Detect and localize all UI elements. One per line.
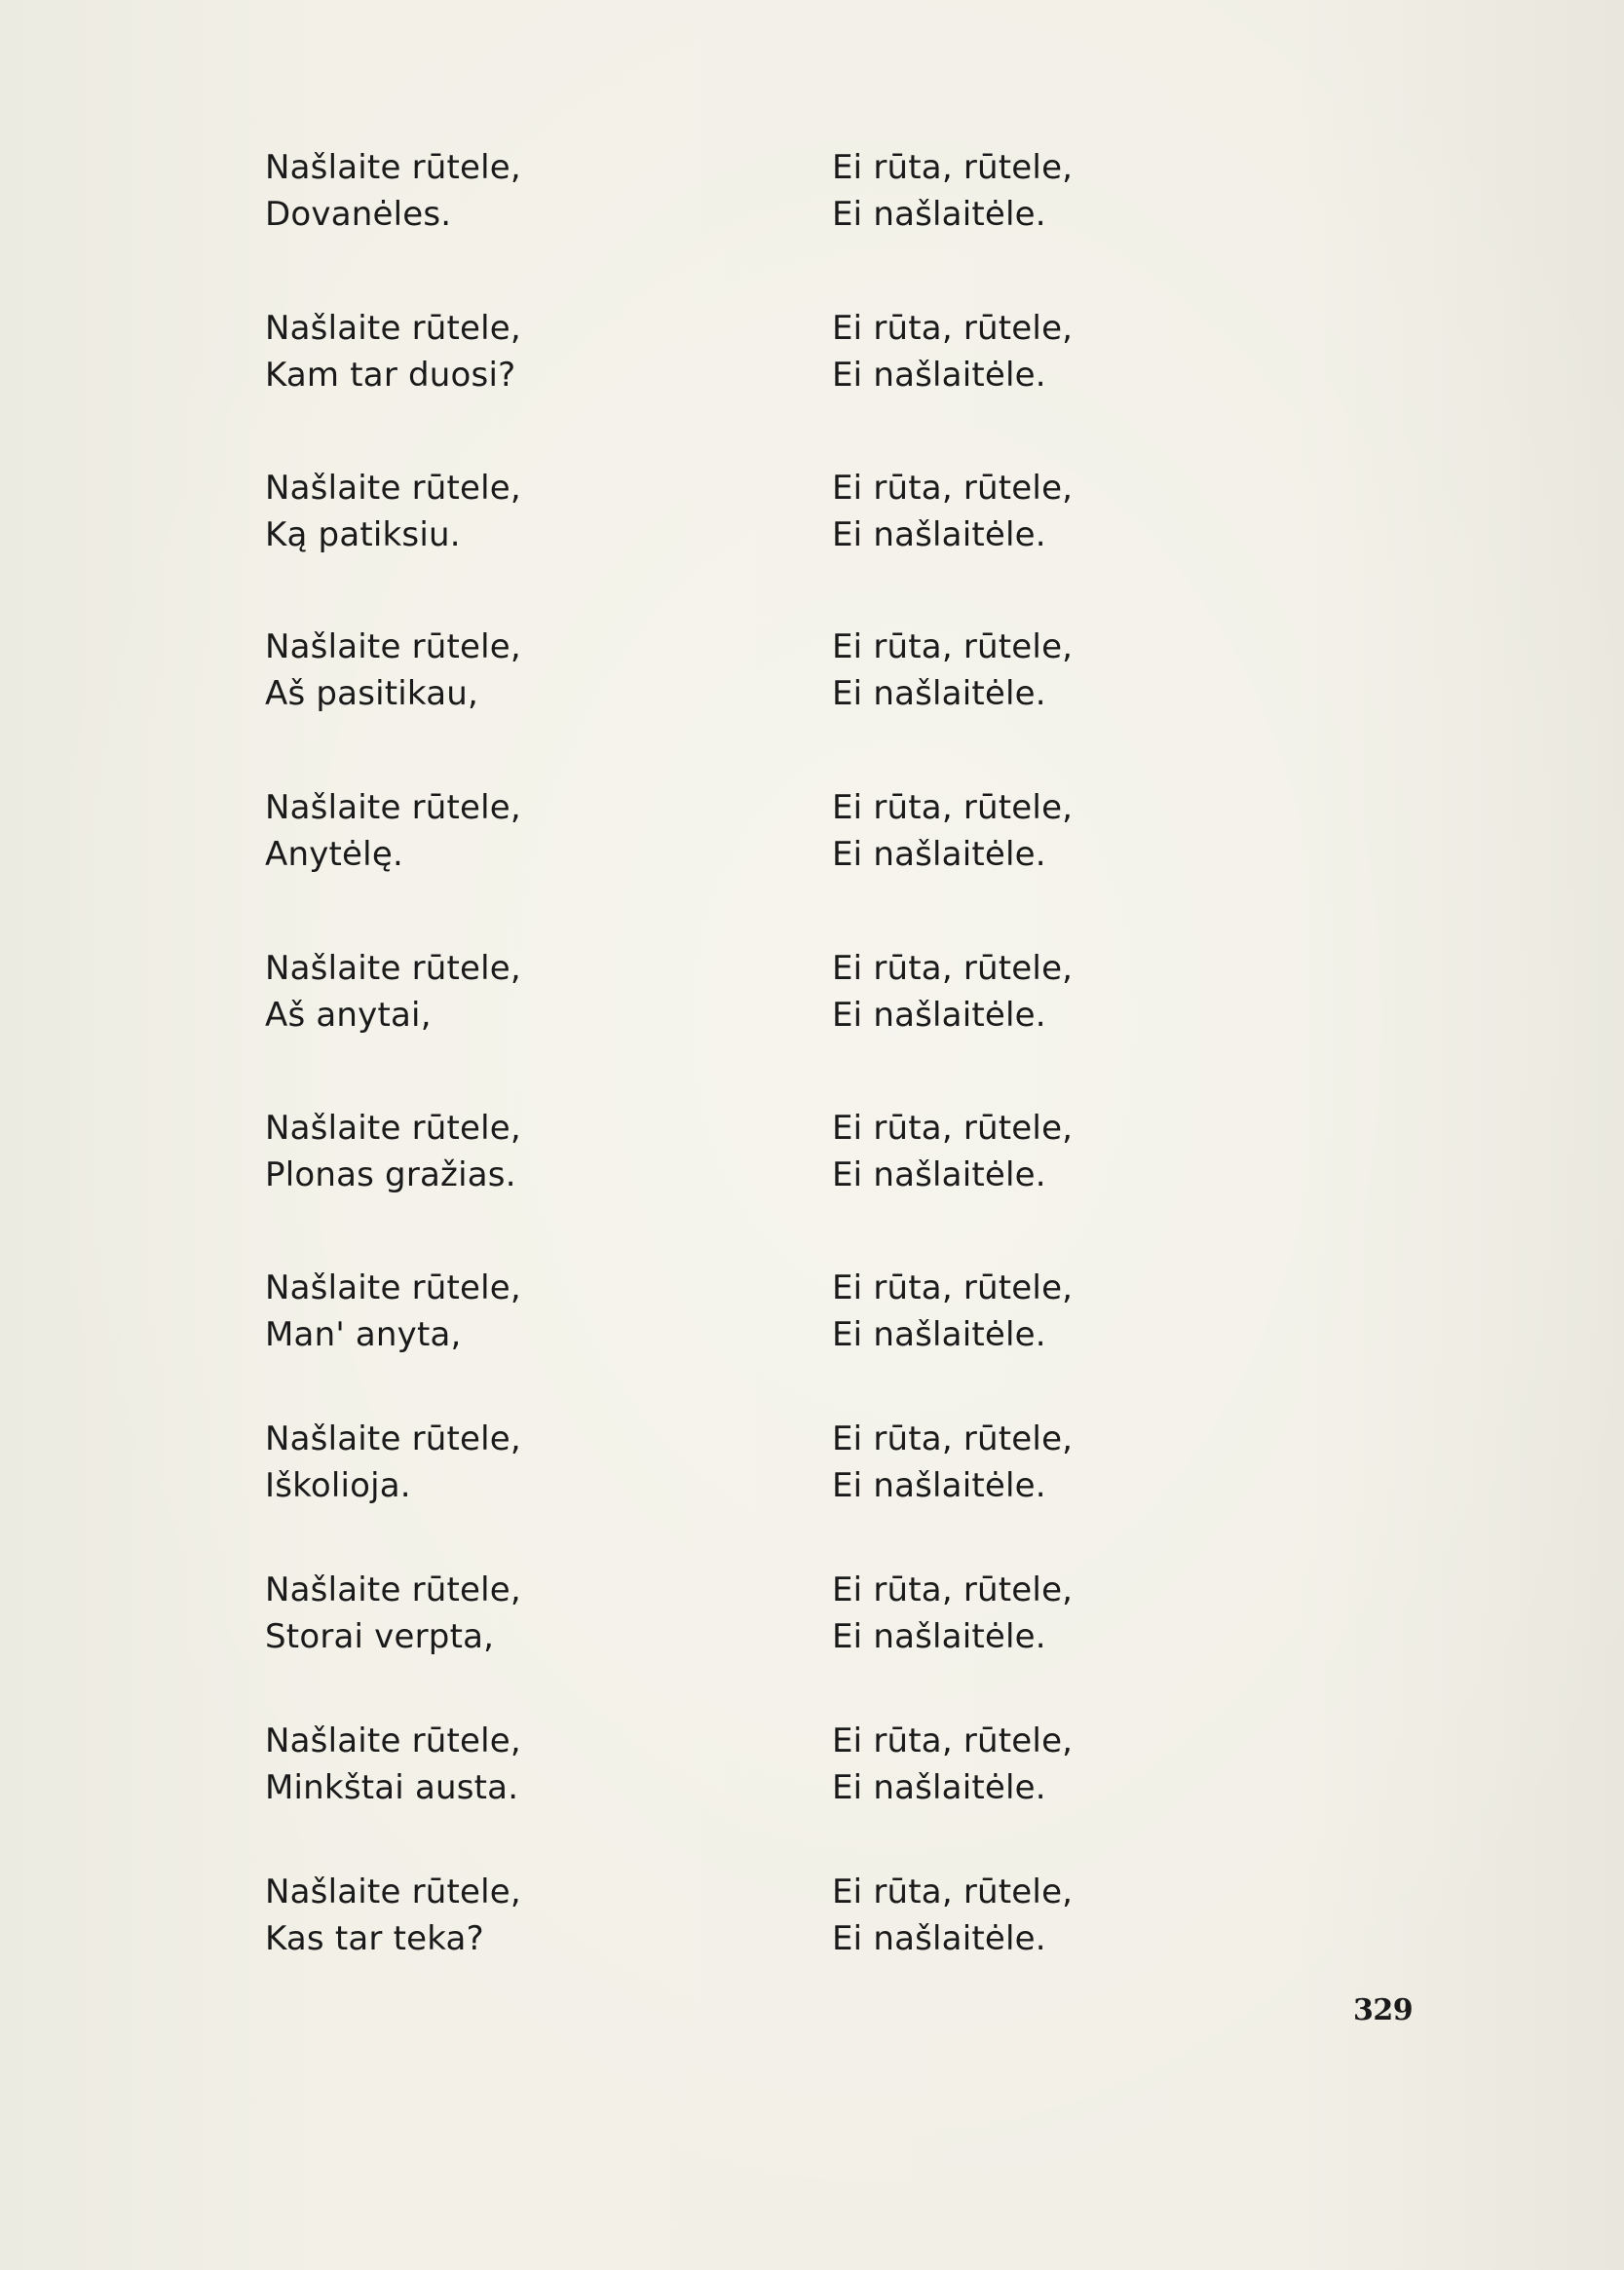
stanza	[0, 305, 1624, 412]
left-verse-line: Našlaite rūtele,	[265, 148, 521, 187]
left-verse-line: Aš anytai,	[265, 996, 432, 1035]
refrain-line: Ei rūta, rūtele,	[832, 1268, 1074, 1307]
refrain-line: Ei našlaitėle.	[832, 835, 1046, 874]
refrain-line: Ei rūta, rūtele,	[832, 1570, 1074, 1609]
stanza	[0, 784, 1624, 891]
left-verse-line: Man' anyta,	[265, 1315, 462, 1354]
left-verse-line: Kam tar duosi?	[265, 356, 516, 395]
refrain-line: Ei rūta, rūtele,	[832, 627, 1074, 666]
refrain-line: Ei našlaitėle.	[832, 674, 1046, 713]
left-verse-line: Našlaite rūtele,	[265, 949, 521, 988]
refrain-line: Ei rūta, rūtele,	[832, 1109, 1074, 1148]
refrain-line: Ei rūta, rūtele,	[832, 1873, 1074, 1911]
refrain-line: Ei našlaitėle.	[832, 356, 1046, 395]
refrain-line: Ei rūta, rūtele,	[832, 309, 1074, 348]
left-verse-line: Minkštai austa.	[265, 1768, 519, 1807]
stanza	[0, 1416, 1624, 1523]
left-verse-line: Našlaite rūtele,	[265, 309, 521, 348]
stanza	[0, 624, 1624, 731]
left-verse-line: Anytėlę.	[265, 835, 403, 874]
left-verse-line: Našlaite rūtele,	[265, 1109, 521, 1148]
left-verse-line: Ką patiksiu.	[265, 515, 461, 554]
left-verse-line: Plonas gražias.	[265, 1155, 516, 1194]
left-verse-line: Kas tar teka?	[265, 1919, 484, 1958]
stanza	[0, 1869, 1624, 1976]
refrain-line: Ei našlaitėle.	[832, 1919, 1046, 1958]
refrain-line: Ei našlaitėle.	[832, 1466, 1046, 1505]
left-verse-line: Aš pasitikau,	[265, 674, 479, 713]
stanza	[0, 945, 1624, 1052]
left-verse-line: Iškolioja.	[265, 1466, 411, 1505]
left-verse-line: Našlaite rūtele,	[265, 469, 521, 508]
stanza	[0, 1567, 1624, 1674]
refrain-line: Ei našlaitėle.	[832, 1768, 1046, 1807]
left-verse-line: Našlaite rūtele,	[265, 1873, 521, 1911]
stanza	[0, 1105, 1624, 1212]
refrain-line: Ei rūta, rūtele,	[832, 788, 1074, 827]
refrain-line: Ei rūta, rūtele,	[832, 469, 1074, 508]
refrain-line: Ei našlaitėle.	[832, 996, 1046, 1035]
refrain-line: Ei rūta, rūtele,	[832, 1721, 1074, 1760]
page-number: 329	[1353, 1993, 1414, 2027]
stanza	[0, 144, 1624, 251]
refrain-line: Ei rūta, rūtele,	[832, 1419, 1074, 1458]
stanza	[0, 465, 1624, 572]
stanza	[0, 1718, 1624, 1825]
left-verse-line: Našlaite rūtele,	[265, 1268, 521, 1307]
left-verse-line: Storai verpta,	[265, 1617, 495, 1656]
refrain-line: Ei našlaitėle.	[832, 195, 1046, 234]
refrain-line: Ei rūta, rūtele,	[832, 148, 1074, 187]
left-verse-line: Dovanėles.	[265, 195, 452, 234]
refrain-line: Ei našlaitėle.	[832, 1617, 1046, 1656]
left-verse-line: Našlaite rūtele,	[265, 627, 521, 666]
left-verse-line: Našlaite rūtele,	[265, 1419, 521, 1458]
left-verse-line: Našlaite rūtele,	[265, 1570, 521, 1609]
refrain-line: Ei rūta, rūtele,	[832, 949, 1074, 988]
refrain-line: Ei našlaitėle.	[832, 1155, 1046, 1194]
left-verse-line: Našlaite rūtele,	[265, 788, 521, 827]
refrain-line: Ei našlaitėle.	[832, 1315, 1046, 1354]
left-verse-line: Našlaite rūtele,	[265, 1721, 521, 1760]
stanza	[0, 1265, 1624, 1372]
refrain-line: Ei našlaitėle.	[832, 515, 1046, 554]
